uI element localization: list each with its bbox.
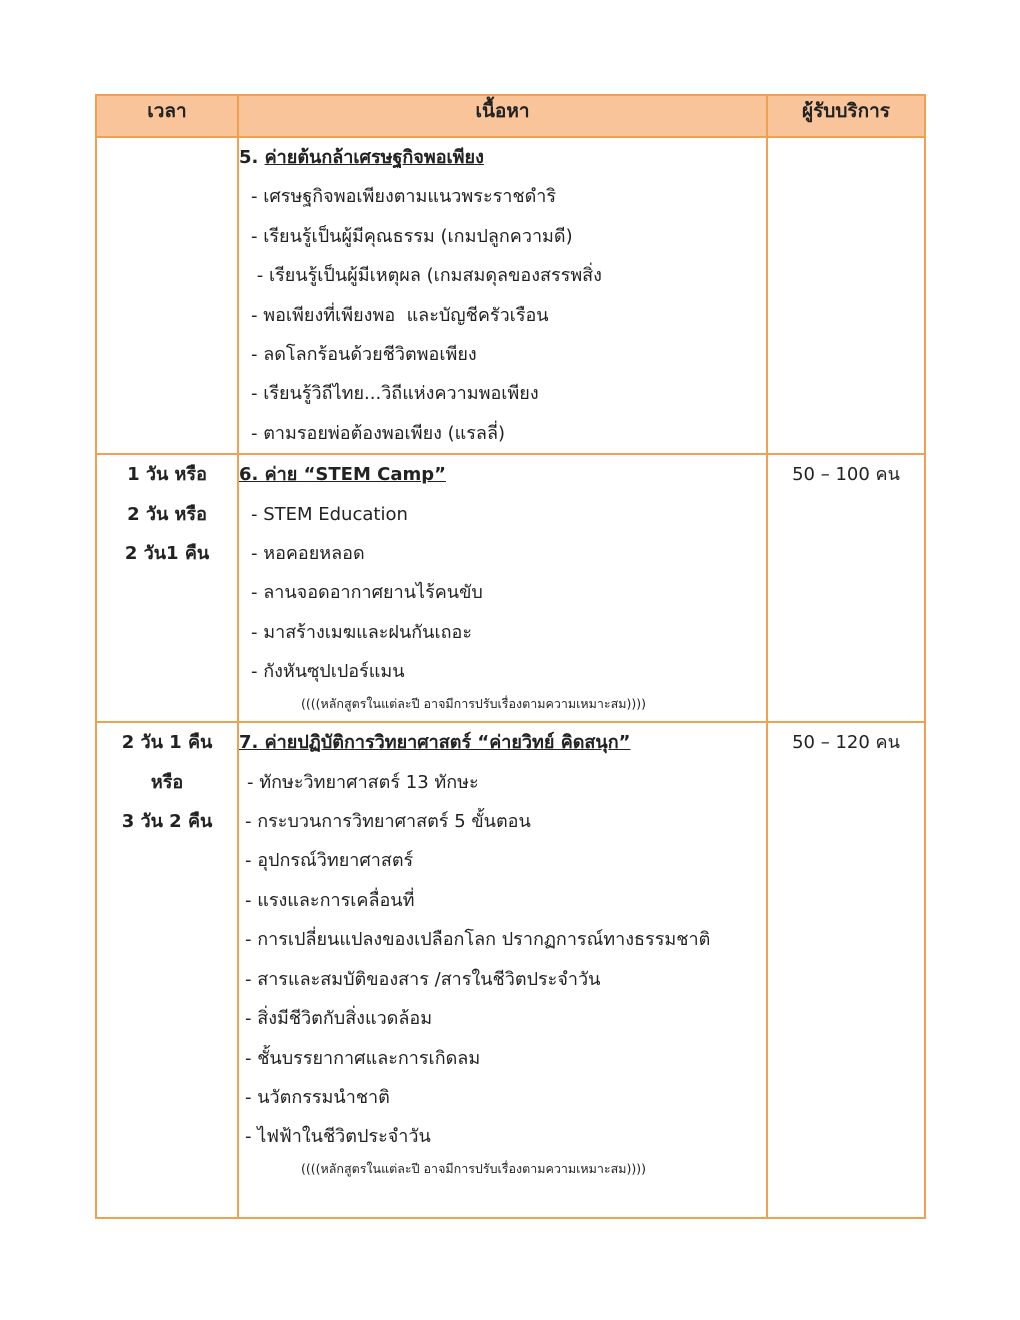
list-item: - หอคอยหลอด bbox=[251, 543, 365, 565]
list-item: - กระบวนการวิทยาศาสตร์ 5 ขั้นตอน bbox=[245, 811, 531, 833]
list-item: - เรียนรู้เป็นผู้มีเหตุผล (เกมสมดุลของสรรพสิ่ง bbox=[251, 265, 602, 287]
audience-count: 50 – 120 คน bbox=[792, 732, 900, 754]
audience-cell bbox=[767, 722, 925, 1218]
list-item: - พอเพียงที่เพียงพอ และบัญชีครัวเรือน bbox=[251, 304, 549, 326]
time-line: 2 วัน 1 คืน bbox=[121, 732, 213, 754]
camp-name: 7. ค่ายปฏิบัติการวิทยาศาสตร์ “ค่ายวิทย์ คิดสนุก” bbox=[239, 732, 631, 754]
time-cell bbox=[96, 137, 238, 454]
list-item: - ทักษะวิทยาศาสตร์ 13 ทักษะ bbox=[247, 771, 479, 793]
audience-cell bbox=[767, 454, 925, 722]
list-item: - มาสร้างเมฆและฝนกันเถอะ bbox=[251, 621, 473, 643]
course-table bbox=[95, 94, 926, 1219]
time-line: 2 วัน หรือ bbox=[127, 503, 207, 525]
curriculum-note: ((((หลักสูตรในแต่ละปี อาจมีการปรับเรื่องตามความเหมาะสม)))) bbox=[301, 1160, 646, 1176]
table-row bbox=[96, 454, 925, 722]
list-item: - เรียนรู้วิถีไทย...วิถีแห่งความพอเพียง bbox=[251, 383, 539, 405]
list-item: - ตามรอยพ่อต้องพอเพียง (แรลลี่) bbox=[251, 422, 505, 444]
list-item: - STEM Education bbox=[251, 503, 408, 525]
audience-cell bbox=[767, 137, 925, 454]
curriculum-note: ((((หลักสูตรในแต่ละปี อาจมีการปรับเรื่องตามความเหมาะสม)))) bbox=[301, 695, 646, 711]
list-item: - กังหันซุปเปอร์แมน bbox=[251, 661, 405, 683]
list-item: - นวัตกรรมนำชาติ bbox=[245, 1086, 390, 1108]
time-line: หรือ bbox=[150, 771, 184, 793]
time-line: 2 วัน1 คืน bbox=[124, 543, 210, 565]
header-row bbox=[96, 95, 925, 137]
table-row bbox=[96, 137, 925, 454]
content-cell bbox=[238, 722, 767, 1218]
list-item: - แรงและการเคลื่อนที่ bbox=[245, 889, 415, 911]
time-line: 1 วัน หรือ bbox=[127, 464, 207, 486]
camp-title bbox=[239, 455, 766, 494]
camp-name: ค่ายต้นกล้าเศรษฐกิจพอเพียง bbox=[264, 147, 484, 168]
time-cell bbox=[96, 722, 238, 1218]
list-item: - สิ่งมีชีวิตกับสิ่งแวดล้อม bbox=[245, 1008, 433, 1030]
list-item: - ชั้นบรรยากาศและการเกิดลม bbox=[245, 1047, 481, 1069]
list-item: - สารและสมบัติของสาร /สารในชีวิตประจำวัน bbox=[245, 968, 601, 990]
time-line: 3 วัน 2 คืน bbox=[121, 811, 213, 833]
list-item: - ลดโลกร้อนด้วยชีวิตพอเพียง bbox=[251, 344, 477, 366]
list-item: - เรียนรู้เป็นผู้มีคุณธรรม (เกมปลูกความดี) bbox=[251, 225, 573, 247]
list-item: - ไฟฟ้าในชีวิตประจำวัน bbox=[245, 1126, 431, 1148]
camp-number: 5. bbox=[239, 147, 265, 168]
list-item: - เศรษฐกิจพอเพียงตามแนวพระราชดำริ bbox=[251, 186, 557, 208]
header-audience: ผู้รับบริการ bbox=[767, 95, 925, 137]
camp-name: 6. ค่าย “STEM Camp” bbox=[239, 464, 446, 486]
content-cell bbox=[238, 454, 767, 722]
time-cell bbox=[96, 454, 238, 722]
content-cell bbox=[238, 137, 767, 454]
camp-title bbox=[239, 723, 766, 762]
header-time: เวลา bbox=[96, 95, 238, 137]
camp-title bbox=[239, 138, 766, 177]
audience-count: 50 – 100 คน bbox=[792, 464, 900, 486]
list-item: - ลานจอดอากาศยานไร้คนขับ bbox=[251, 582, 483, 604]
header-content: เนื้อหา bbox=[238, 95, 767, 137]
list-item: - อุปกรณ์วิทยาศาสตร์ bbox=[245, 850, 414, 872]
list-item: - การเปลี่ยนแปลงของเปลือกโลก ปรากฏการณ์ทางธรรมชาติ bbox=[245, 929, 711, 951]
table-row bbox=[96, 722, 925, 1218]
